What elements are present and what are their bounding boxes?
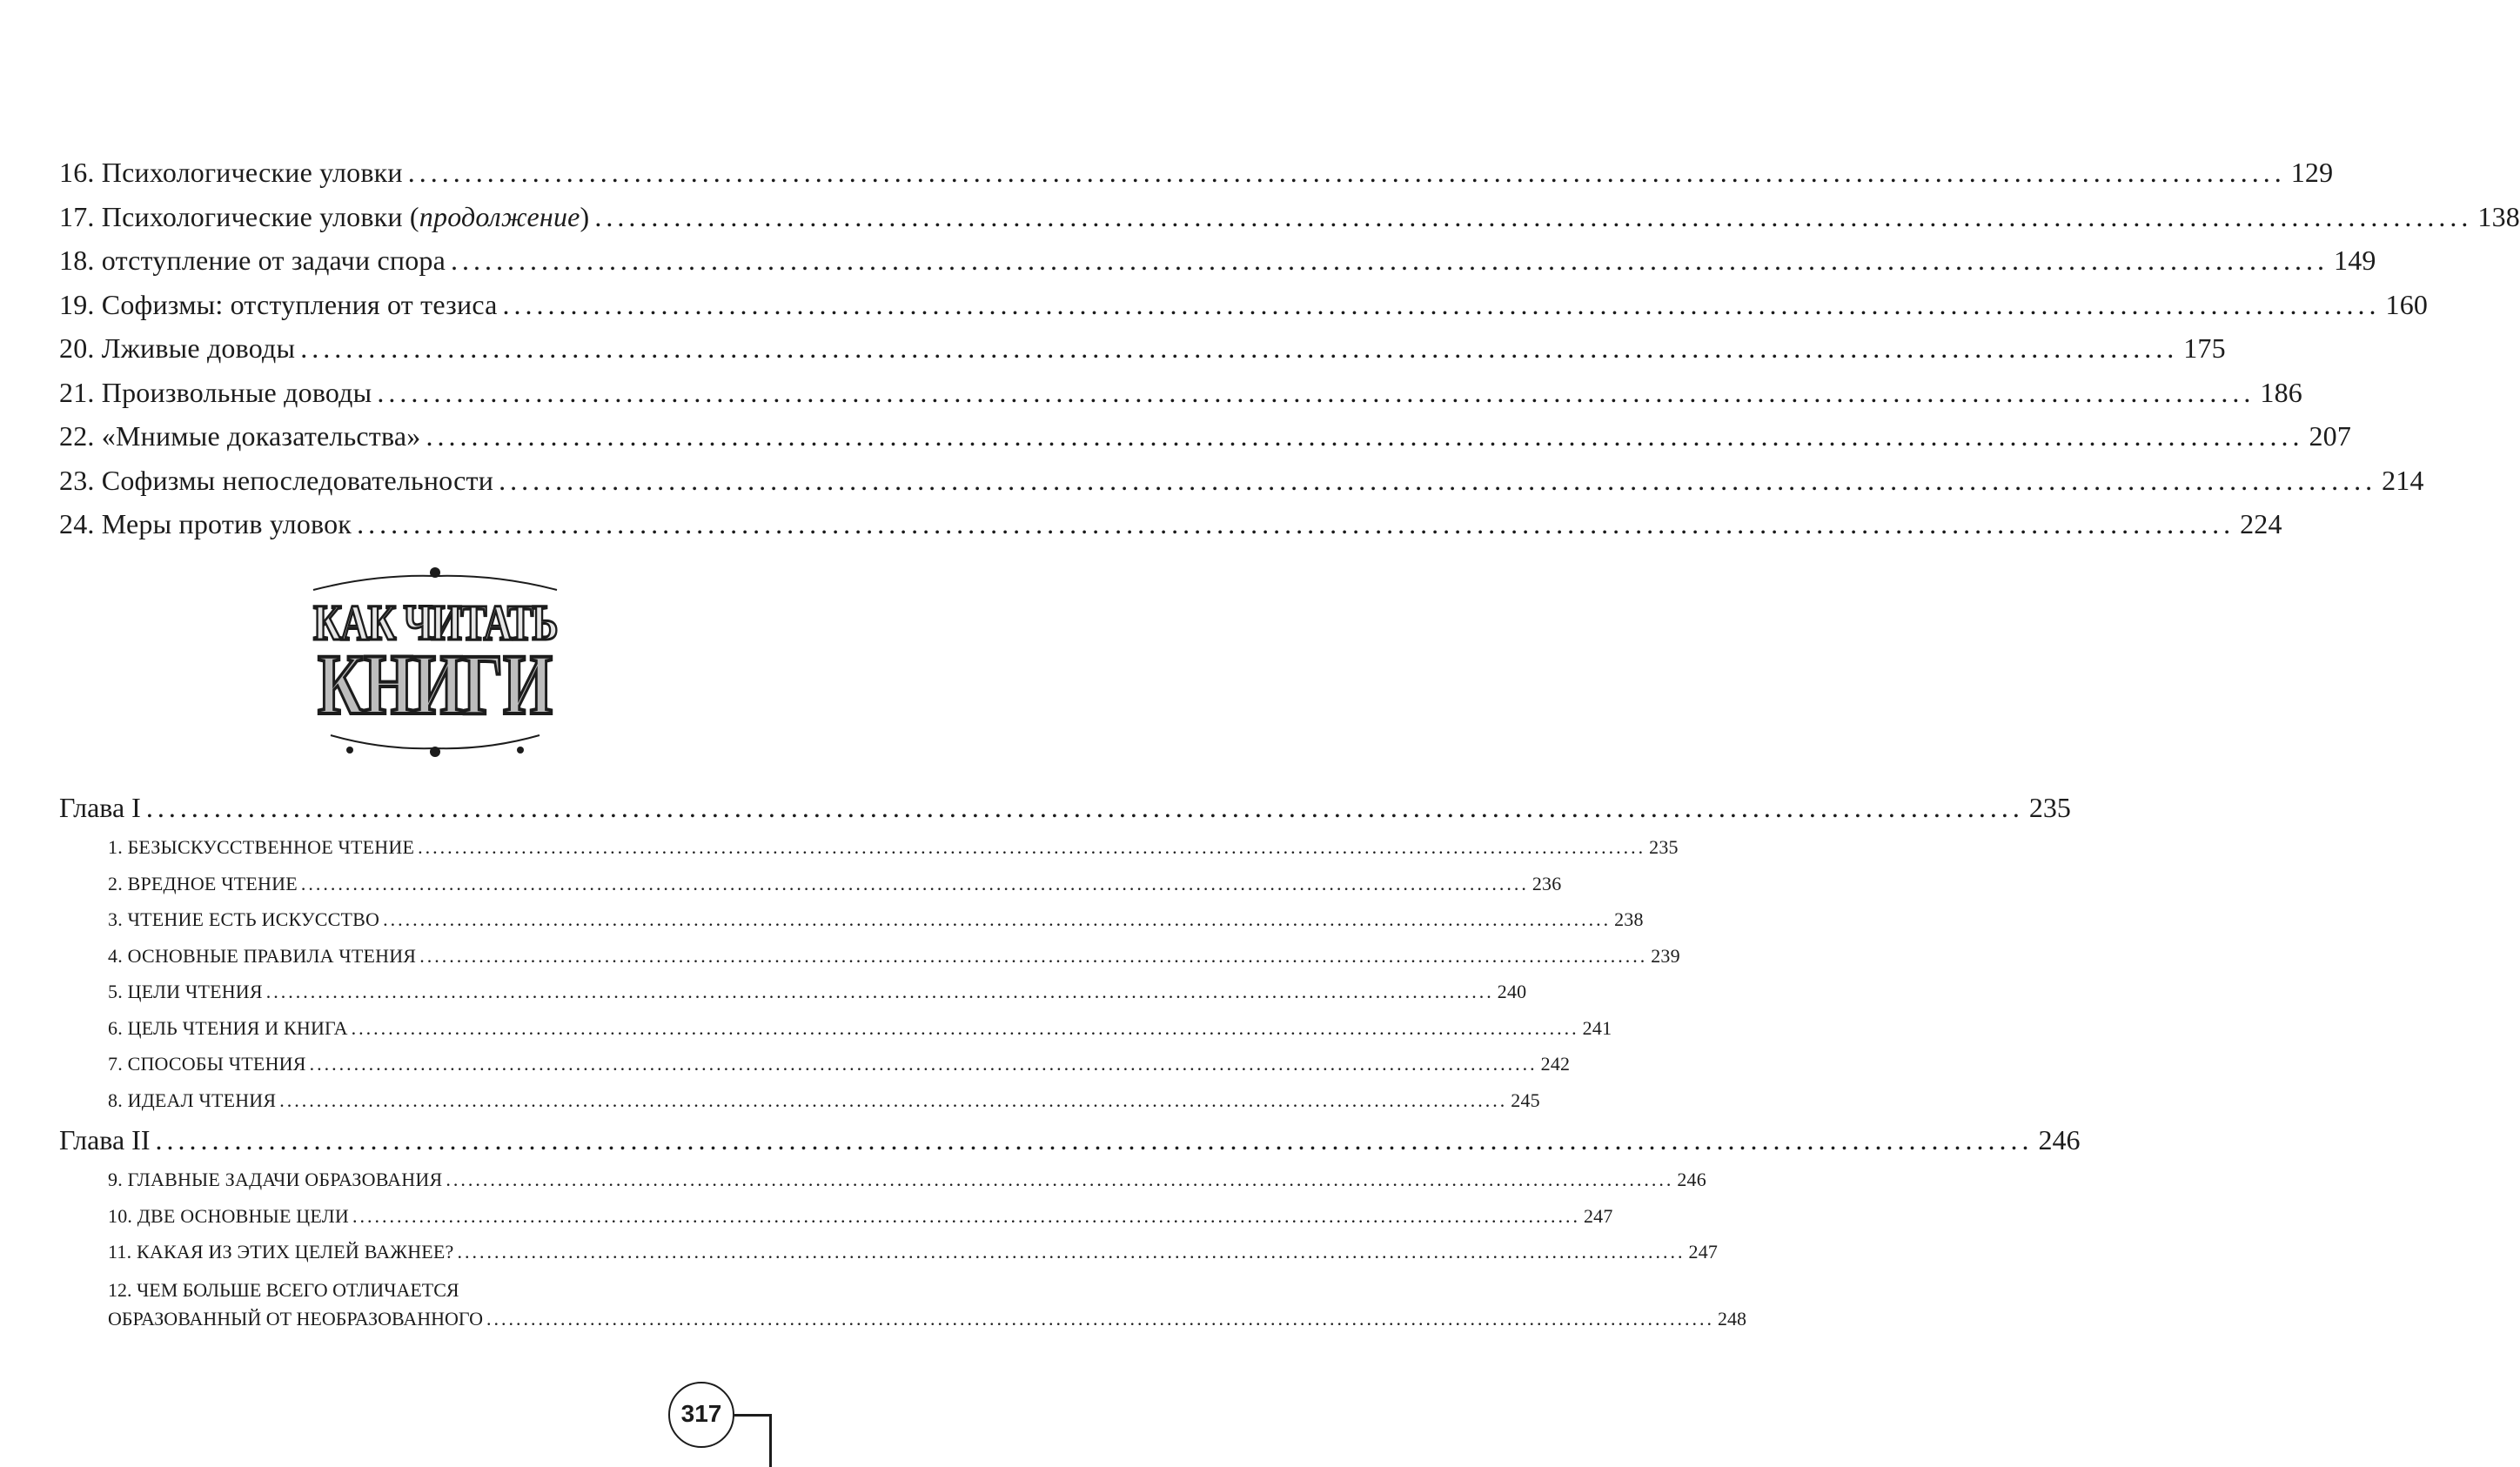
- toc-entry-page: 214: [2382, 464, 2424, 496]
- toc-entry: [59, 195, 2520, 239]
- toc-entry-title: 19. Софизмы: отступления от тезиса: [59, 288, 498, 320]
- toc-entry-page: 138: [2477, 200, 2520, 232]
- toc-entry-page: 224: [2240, 508, 2282, 539]
- dot-leader: [419, 938, 1647, 975]
- subsection-entry: [59, 866, 1562, 902]
- dot-leader: [486, 1304, 1714, 1333]
- subsection-page: 240: [1497, 981, 1527, 1002]
- toc-top-list: [59, 151, 2520, 546]
- subsection-title-line-1: 12. ЧЕМ БОЛЬШЕ ВСЕГО ОТЛИЧАЕТСЯ: [108, 1278, 459, 1301]
- toc-entry-page: 207: [2309, 420, 2352, 452]
- subsection-entry: [59, 1046, 1571, 1082]
- toc-entry-title: 22. «Мнимые доказательства»: [59, 420, 421, 452]
- subsection-page: 248: [1717, 1307, 1746, 1330]
- subsection-page: 246: [1677, 1169, 1706, 1190]
- toc-entry-page: 149: [2334, 244, 2376, 276]
- dot-leader: [499, 459, 2376, 503]
- toc-entry-title: 18. отступление от задачи спора: [59, 244, 446, 276]
- top-dot-icon: [430, 567, 440, 578]
- dot-leader: [301, 866, 1529, 902]
- subsection-title: 5. ЦЕЛИ ЧТЕНИЯ: [108, 981, 263, 1002]
- subsection-entry: [59, 901, 1644, 938]
- subsection-title: 6. ЦЕЛЬ ЧТЕНИЯ И КНИГА: [108, 1016, 348, 1039]
- dot-leader: [300, 326, 2178, 371]
- subsection-entry: [59, 1162, 1706, 1198]
- subsection-title: 8. ИДЕАЛ ЧТЕНИЯ: [108, 1089, 277, 1111]
- dot-leader: [446, 1162, 1673, 1198]
- page-corner-line-vertical: [769, 1414, 772, 1467]
- subsection-entry: [59, 974, 1527, 1010]
- subsection-entry: [59, 1198, 1613, 1235]
- subsection-entry: [59, 829, 1679, 866]
- subsection-title: 10. ДВЕ ОСНОВНЫЕ ЦЕЛИ: [108, 1204, 349, 1227]
- dot-leader: [357, 502, 2235, 546]
- chapter-label: Глава I: [59, 792, 141, 823]
- subsection-title: 3. ЧТЕНИЕ ЕСТЬ ИСКУССТВО: [108, 908, 380, 930]
- toc-entry-italic: продолжение: [419, 200, 580, 232]
- subsection-entry: [59, 1234, 1719, 1270]
- subsection-page: 238: [1614, 908, 1644, 930]
- top-flourish-line: [313, 576, 557, 590]
- toc-entry-title: 24. Меры против уловок: [59, 508, 352, 539]
- toc-entry: [59, 459, 2424, 503]
- toc-entry: [59, 414, 2352, 459]
- subsection-entry: [59, 1010, 1612, 1047]
- subsection-page: 242: [1540, 1053, 1571, 1075]
- subsection-title: 7. СПОСОБЫ ЧТЕНИЯ: [108, 1053, 306, 1075]
- bottom-right-dot-icon: [517, 747, 524, 754]
- subsection-page: 239: [1651, 944, 1680, 967]
- toc-entry-title: 20. Лживые доводы: [59, 332, 296, 364]
- dot-leader: [279, 1082, 1507, 1119]
- subsection-title: 4. ОСНОВНЫЕ ПРАВИЛА ЧТЕНИЯ: [108, 944, 417, 967]
- chapter-entry: [59, 1118, 2081, 1162]
- section-heading-graphic: [296, 557, 574, 774]
- subsection-entry: [59, 938, 1680, 975]
- toc-entry-page: 129: [2290, 157, 2334, 188]
- subsection-page: 245: [1511, 1089, 1540, 1111]
- toc-entry-page: 175: [2183, 332, 2226, 364]
- subsection-title: 2. ВРЕДНОЕ ЧТЕНИЕ: [108, 872, 298, 894]
- page-number-badge: 317: [668, 1382, 734, 1448]
- heading-line-1: КАК ЧИТАТЬ: [313, 594, 557, 651]
- subsection-page: 241: [1582, 1016, 1612, 1039]
- toc-bottom-list: [59, 786, 2081, 1333]
- subsection-title-row-2: [108, 1304, 1746, 1333]
- toc-entry: [59, 502, 2282, 546]
- chapter-entry: [59, 786, 2071, 829]
- dot-leader: [418, 829, 1645, 866]
- toc-entry: [59, 326, 2226, 371]
- dot-leader: [310, 1046, 1538, 1082]
- page-corner-line-horizontal: [734, 1414, 771, 1417]
- toc-entry-page: 186: [2260, 376, 2302, 408]
- subsection-title: 11. КАКАЯ ИЗ ЭТИХ ЦЕЛЕЙ ВАЖНЕЕ?: [108, 1241, 454, 1263]
- subsection-title: 9. ГЛАВНЫЕ ЗАДАЧИ ОБРАЗОВАНИЯ: [108, 1169, 443, 1190]
- subsection-page: 247: [1583, 1204, 1613, 1227]
- dot-leader: [352, 1198, 1580, 1235]
- chapter-page: 246: [2038, 1124, 2081, 1156]
- toc-entry: [59, 151, 2334, 195]
- dot-leader: [352, 1010, 1579, 1047]
- subsection-entry-multiline: [59, 1270, 1746, 1333]
- subsection-page: 247: [1688, 1241, 1719, 1263]
- toc-entry-title: 23. Софизмы непоследовательности: [59, 464, 494, 496]
- toc-entry-title: 21. Произвольные доводы: [59, 376, 372, 408]
- toc-entry: [59, 238, 2376, 283]
- toc-entry-title: 17. Психологические уловки (продолжение): [59, 200, 590, 232]
- toc-entry-title: 16. Психологические уловки: [59, 157, 403, 188]
- dot-leader: [426, 414, 2303, 459]
- subsection-title-line-2: ОБРАЗОВАННЫЙ ОТ НЕОБРАЗОВАННОГО: [108, 1307, 483, 1330]
- toc-entry: [59, 283, 2429, 327]
- bottom-left-dot-icon: [346, 747, 353, 754]
- subsection-page: 236: [1531, 872, 1562, 894]
- chapter-page: 235: [2028, 792, 2071, 823]
- dot-leader: [383, 901, 1611, 938]
- dot-leader: [377, 371, 2255, 415]
- chapter-label: Глава II: [59, 1124, 151, 1156]
- heading-line-2: КНИГИ: [318, 636, 553, 733]
- bottom-dot-icon: [430, 747, 440, 757]
- section-heading-ornament: [0, 557, 870, 774]
- dot-leader: [266, 974, 1494, 1010]
- dot-leader: [155, 1118, 2033, 1162]
- subsection-title: 1. БЕЗЫСКУССТВЕННОЕ ЧТЕНИЕ: [108, 836, 415, 858]
- dot-leader: [451, 238, 2329, 283]
- dot-leader: [146, 786, 2024, 829]
- bottom-flourish-line: [331, 735, 540, 748]
- dot-leader: [594, 195, 2472, 239]
- toc-entry: [59, 371, 2302, 415]
- subsection-page: 235: [1649, 836, 1679, 858]
- dot-leader: [408, 151, 2286, 195]
- dot-leader: [458, 1234, 1686, 1270]
- toc-entry-page: 160: [2385, 288, 2429, 320]
- subsection-entry: [59, 1082, 1540, 1119]
- dot-leader: [503, 283, 2381, 327]
